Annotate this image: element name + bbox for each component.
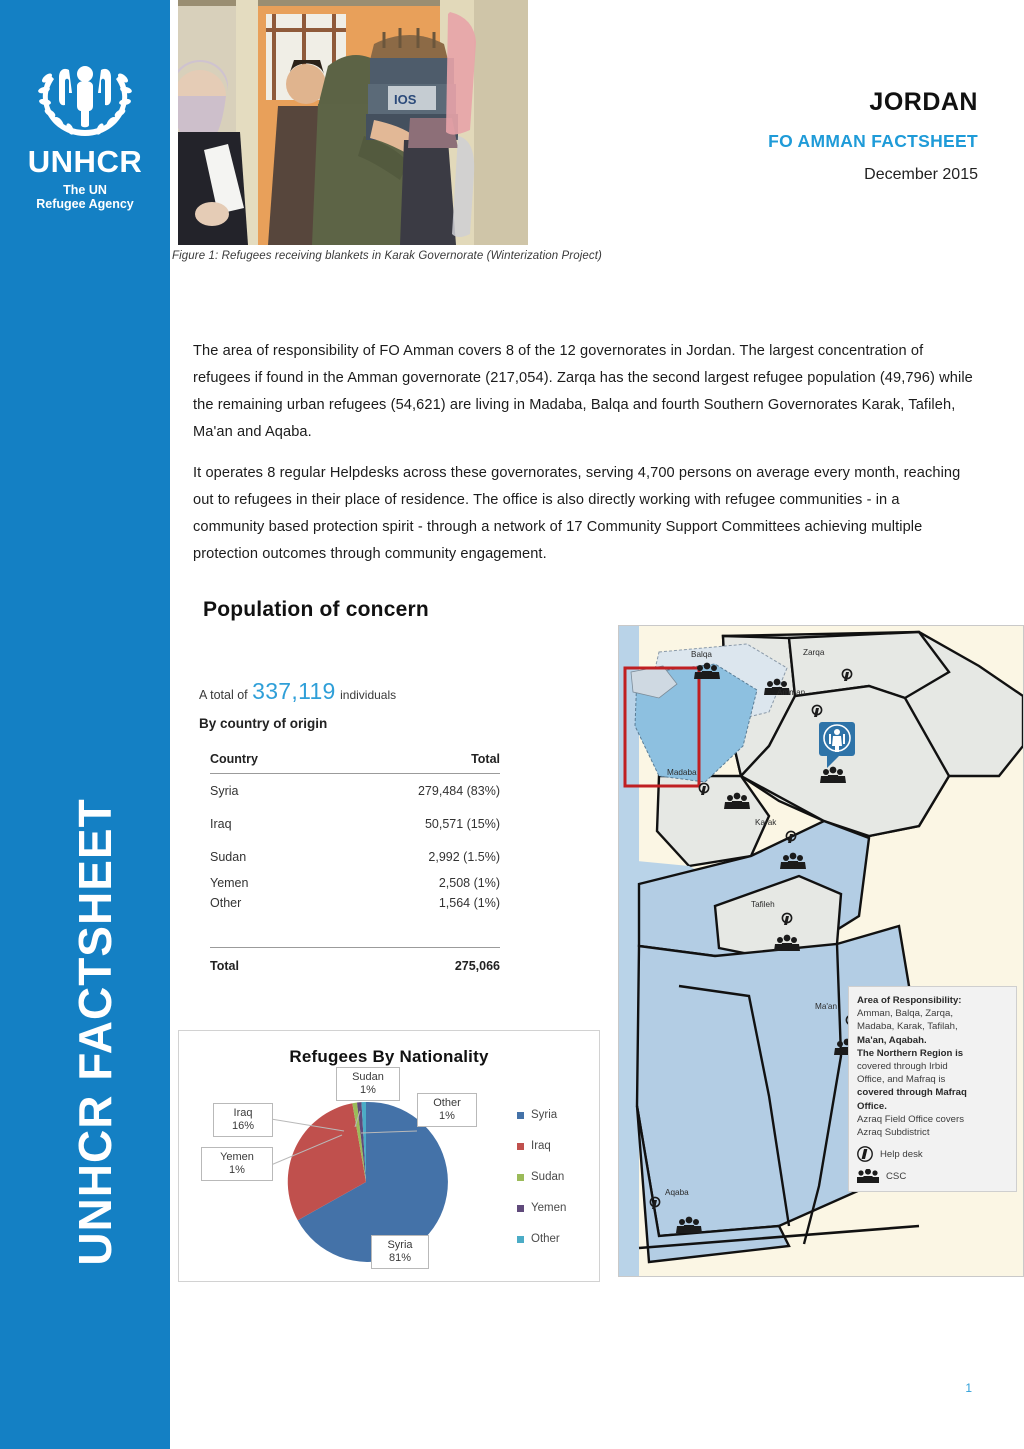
legend-label-yemen: Yemen <box>531 1202 567 1214</box>
legend-item-iraq <box>517 1140 566 1152</box>
callout-other <box>417 1093 477 1127</box>
unhcr-tagline-line2: Refugee Agency <box>36 197 134 211</box>
paragraph-2: It operates 8 regular Helpdesks across these governorates, serving 4,700 persons on average every month, reaching out to refugees in their place of residence. The office is also directly working with refugee communities - in a community based protection spirit - through a network of 17 Community Support Committees achieving multiple protection outcomes through community engagement. <box>193 465 961 562</box>
unhcr-tagline <box>0 183 170 211</box>
legend-line-7: Office, and Mafraq is <box>857 1074 946 1086</box>
legend-line-10: Azraq Field Office covers <box>857 1113 964 1125</box>
table-row <box>210 893 500 913</box>
callout-iraq <box>213 1103 273 1137</box>
legend-item-other <box>517 1233 566 1245</box>
total-population-line <box>199 678 396 705</box>
legend-line-5: The Northern Region is <box>857 1047 964 1059</box>
document-header <box>558 88 978 184</box>
cell-country: Syria <box>210 784 239 798</box>
legend-key-csc-label: CSC <box>886 1170 907 1182</box>
svg-text:IOS: IOS <box>394 92 417 107</box>
legend-swatch-syria <box>517 1112 524 1119</box>
cell-country: Iraq <box>210 817 232 831</box>
map-label-maan: Ma'an <box>815 1002 838 1011</box>
header-country: JORDAN <box>869 88 978 116</box>
figure-photo <box>178 0 528 245</box>
callout-yemen-value: 1% <box>229 1164 245 1176</box>
legend-item-yemen <box>517 1202 566 1214</box>
legend-line-6: covered through Irbid <box>857 1061 948 1073</box>
paragraph-1: The area of responsibility of FO Amman covers 8 of the 12 governorates in Jordan. The largest concentration of refugees if found in the Amman governorate (217,054). Zarqa has the second largest refugee population (49,796) while the remaining urban refugees (54,621) are living in Madaba, Balqa and fourth Southern Governorates Karak, Tafileh, Ma'an and Aqaba. <box>193 343 973 440</box>
map-label-karak: Karak <box>755 818 777 827</box>
callout-iraq-value: 16% <box>231 1120 255 1132</box>
table-row <box>210 774 500 808</box>
map-legend <box>848 986 1017 1192</box>
cell-total: 279,484 (83%) <box>417 784 500 798</box>
table-row <box>210 807 500 840</box>
legend-label-sudan: Sudan <box>531 1171 565 1183</box>
cell-country: Other <box>210 896 242 910</box>
photo-illustration <box>178 0 528 245</box>
legend-line-3: Madaba, Karak, Tafilah, <box>857 1021 958 1033</box>
header-date: December 2015 <box>864 166 978 183</box>
origin-table <box>210 748 500 982</box>
total-prefix: A total of <box>199 688 248 702</box>
header-title: FO AMMAN FACTSHEET <box>768 131 978 151</box>
legend-label-other: Other <box>531 1233 560 1245</box>
legend-item-sudan <box>517 1171 566 1183</box>
callout-syria-label: Syria <box>387 1239 413 1251</box>
callout-sudan-value: 1% <box>360 1084 376 1096</box>
csc-icon <box>857 1169 879 1183</box>
chart-legend <box>517 1109 566 1264</box>
map-label-amman: Amman <box>777 688 806 697</box>
legend-line-4: Ma'an, Aqabah. <box>857 1034 927 1046</box>
cell-total: 2,508 (1%) <box>438 876 500 890</box>
nationality-pie-chart <box>178 1030 600 1282</box>
callout-other-value: 1% <box>439 1110 455 1122</box>
unhcr-tagline-line1: The UN <box>63 183 107 197</box>
map-label-zarqa: Zarqa <box>803 648 825 657</box>
map-label-tafileh: Tafileh <box>751 900 775 909</box>
total-row-label: Total <box>210 948 317 983</box>
cell-country: Yemen <box>210 876 249 890</box>
table-spacer <box>210 913 500 948</box>
legend-line-11: Azraq Subdistrict <box>857 1127 930 1139</box>
callout-other-label: Other <box>433 1097 461 1109</box>
cell-total: 50,571 (15%) <box>424 817 500 831</box>
table-row <box>210 840 500 873</box>
legend-swatch-iraq <box>517 1143 524 1150</box>
legend-swatch-yemen <box>517 1205 524 1212</box>
unhcr-emblem-icon <box>27 48 143 140</box>
page-title: Population of concern <box>203 598 429 621</box>
unhcr-wordmark: UNHCR <box>27 144 143 179</box>
callout-syria <box>371 1235 429 1269</box>
legend-swatch-other <box>517 1236 524 1243</box>
cell-country: Sudan <box>210 850 247 864</box>
legend-label-syria: Syria <box>531 1109 558 1121</box>
callout-sudan <box>336 1067 400 1101</box>
chart-title: Refugees By Nationality <box>289 1047 489 1066</box>
callout-syria-value: 81% <box>388 1252 412 1264</box>
by-country-label: By country of origin <box>199 716 328 731</box>
jordan-map <box>618 625 1024 1277</box>
map-label-aqaba: Aqaba <box>665 1188 689 1197</box>
cell-total: 2,992 (1.5%) <box>428 850 500 864</box>
legend-item-syria <box>517 1109 566 1121</box>
callout-yemen-label: Yemen <box>220 1151 254 1163</box>
total-value: 337,119 <box>252 678 336 704</box>
map-label-madaba: Madaba <box>667 768 697 777</box>
legend-label-iraq: Iraq <box>531 1140 551 1152</box>
legend-key-helpdesk <box>857 1145 1009 1163</box>
cell-total: 1,564 (1%) <box>438 896 500 910</box>
legend-line-9: Office. <box>857 1100 887 1112</box>
left-brand-sidebar <box>0 0 170 1449</box>
legend-line-2: Amman, Balqa, Zarqa, <box>857 1008 953 1020</box>
legend-key-helpdesk-label: Help desk <box>880 1148 923 1160</box>
page-number: 1 <box>965 1381 972 1395</box>
legend-line-8: covered through Mafraq <box>857 1087 967 1099</box>
col-header-country: Country <box>210 748 317 774</box>
callout-iraq-label: Iraq <box>233 1107 253 1119</box>
legend-swatch-sudan <box>517 1174 524 1181</box>
total-suffix: individuals <box>340 688 397 702</box>
callout-sudan-label: Sudan <box>352 1071 384 1083</box>
helpdesk-icon <box>857 1145 873 1163</box>
col-header-total: Total <box>317 748 500 774</box>
sidebar-vertical-title: UNHCR FACTSHEET <box>69 798 121 1266</box>
callout-yemen <box>201 1147 273 1181</box>
body-text <box>193 338 975 582</box>
legend-key-csc <box>857 1169 1009 1183</box>
map-inset <box>625 632 805 810</box>
figure-caption: Figure 1: Refugees receiving blankets in Karak Governorate (Winterization Project) <box>172 250 602 262</box>
table-total-row <box>210 948 500 983</box>
total-row-value: 275,066 <box>317 948 500 983</box>
map-label-balqa: Balqa <box>691 650 712 659</box>
table-row <box>210 873 500 893</box>
legend-line-1: Area of Responsibility: <box>857 995 962 1006</box>
unhcr-logo <box>0 48 170 211</box>
